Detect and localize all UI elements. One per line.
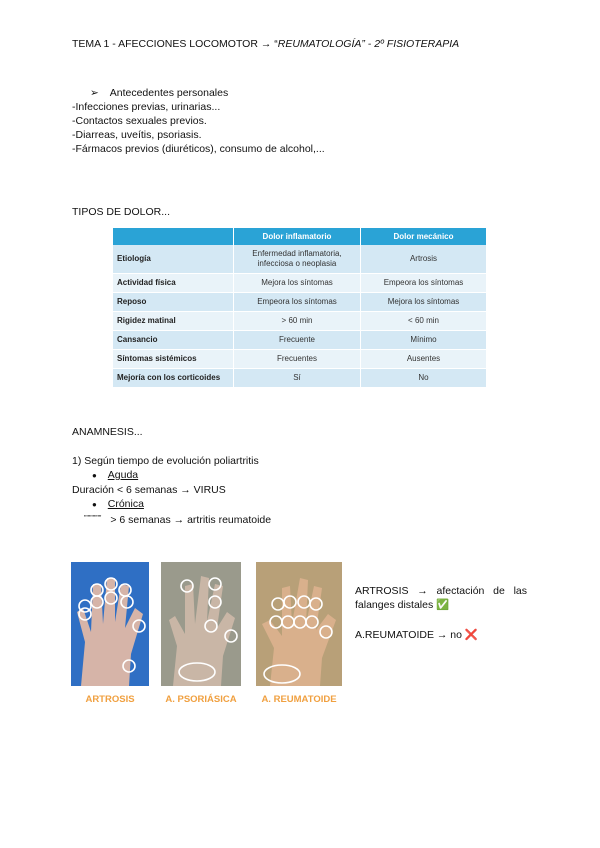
table-row bbox=[113, 350, 487, 369]
table-header-cell: Dolor inflamatorio bbox=[234, 228, 361, 245]
aguda-label: Aguda bbox=[107, 469, 139, 481]
cross-icon: ❌ bbox=[464, 629, 478, 641]
arrow-bullet-icon: ➢ bbox=[90, 87, 99, 99]
hand-photo-artrosis bbox=[71, 562, 149, 686]
table-cell: Frecuente bbox=[234, 331, 361, 350]
table-cell: Rigidez matinal bbox=[113, 312, 234, 331]
table-cell: Artrosis bbox=[361, 245, 487, 274]
bullet-icon: ● bbox=[92, 471, 97, 480]
hand-label-artrosis: ARTROSIS bbox=[85, 694, 135, 705]
table-row bbox=[113, 369, 487, 388]
hand-photo-reumatoide bbox=[256, 562, 342, 686]
ditto-marks: """"""" bbox=[84, 515, 102, 522]
table-row bbox=[113, 293, 487, 312]
table-header-cell: Dolor mecánico bbox=[361, 228, 487, 245]
cronica-label: Crónica bbox=[107, 498, 144, 510]
table-row bbox=[113, 245, 487, 274]
reumatoide-note bbox=[355, 628, 478, 642]
table-cell: Mejoría con los corticoides bbox=[113, 369, 234, 388]
table-cell: > 60 min bbox=[234, 312, 361, 331]
header-subject: REUMATOLOGÍA” - 2º FISIOTERAPIA bbox=[277, 38, 460, 50]
hand-reumatoide-icon bbox=[256, 562, 342, 686]
antecedentes-heading bbox=[90, 86, 228, 100]
table-cell: Mejora los síntomas bbox=[361, 293, 487, 312]
table-cell: Cansancio bbox=[113, 331, 234, 350]
table-cell: Empeora los síntomas bbox=[361, 274, 487, 293]
table-cell: Actividad física bbox=[113, 274, 234, 293]
table-cell: Mejora los síntomas bbox=[234, 274, 361, 293]
table-cell: Frecuentes bbox=[234, 350, 361, 369]
page-header bbox=[72, 37, 459, 51]
aguda-item bbox=[92, 468, 138, 483]
table-cell: Mínimo bbox=[361, 331, 487, 350]
table-cell: Sí bbox=[234, 369, 361, 388]
cronica-description bbox=[84, 512, 271, 527]
table-cell: Enfermedad inflamatoria, infecciosa o neoplasia bbox=[234, 245, 361, 274]
table-row bbox=[113, 312, 487, 331]
artrosis-note bbox=[355, 584, 527, 612]
cronica-desc-text: > 6 semanas → artritis reumatoide bbox=[110, 514, 272, 526]
reumatoide-note-text: A.REUMATOIDE → no bbox=[355, 629, 462, 641]
table-cell: Síntomas sistémicos bbox=[113, 350, 234, 369]
hand-label-psoriasica: A. PSORIÁSICA bbox=[165, 694, 237, 705]
table-cell: No bbox=[361, 369, 487, 388]
table-cell: Reposo bbox=[113, 293, 234, 312]
hand-label-reumatoide: A. REUMATOIDE bbox=[261, 694, 337, 705]
tipos-dolor-title: TIPOS DE DOLOR... bbox=[72, 206, 171, 218]
antecedentes-line: -Diarreas, uveítis, psoriasis. bbox=[72, 129, 202, 141]
table-cell: Ausentes bbox=[361, 350, 487, 369]
table-row bbox=[113, 274, 487, 293]
antecedentes-list bbox=[72, 100, 325, 156]
hand-artrosis-icon bbox=[71, 562, 149, 686]
artrosis-note-text: ARTROSIS → afectación de las falanges distales bbox=[355, 585, 527, 611]
check-icon: ✅ bbox=[436, 599, 450, 611]
antecedentes-line: -Infecciones previas, urinarias... bbox=[72, 101, 221, 113]
table-header-cell bbox=[113, 228, 234, 245]
table-cell: Empeora los síntomas bbox=[234, 293, 361, 312]
aguda-description: Duración < 6 semanas → VIRUS bbox=[72, 484, 226, 496]
header-prefix: TEMA 1 - AFECCIONES LOCOMOTOR → “ bbox=[72, 38, 278, 50]
table-cell: Etiología bbox=[113, 245, 234, 274]
bullet-icon: ● bbox=[92, 500, 97, 509]
hand-psoriasica-icon bbox=[161, 562, 241, 686]
table-header-row bbox=[113, 228, 487, 245]
anamnesis-title: ANAMNESIS... bbox=[72, 426, 143, 438]
antecedentes-line: -Contactos sexuales previos. bbox=[72, 115, 207, 127]
cronica-item bbox=[92, 497, 144, 512]
table-row bbox=[113, 331, 487, 350]
pain-types-table bbox=[113, 228, 487, 388]
antecedentes-title: Antecedentes personales bbox=[109, 87, 229, 99]
table-cell: < 60 min bbox=[361, 312, 487, 331]
anamnesis-item-1: 1) Según tiempo de evolución poliartritis bbox=[72, 455, 259, 467]
antecedentes-line: -Fármacos previos (diuréticos), consumo de alcohol,... bbox=[72, 143, 325, 155]
hand-photo-psoriasica bbox=[161, 562, 241, 686]
